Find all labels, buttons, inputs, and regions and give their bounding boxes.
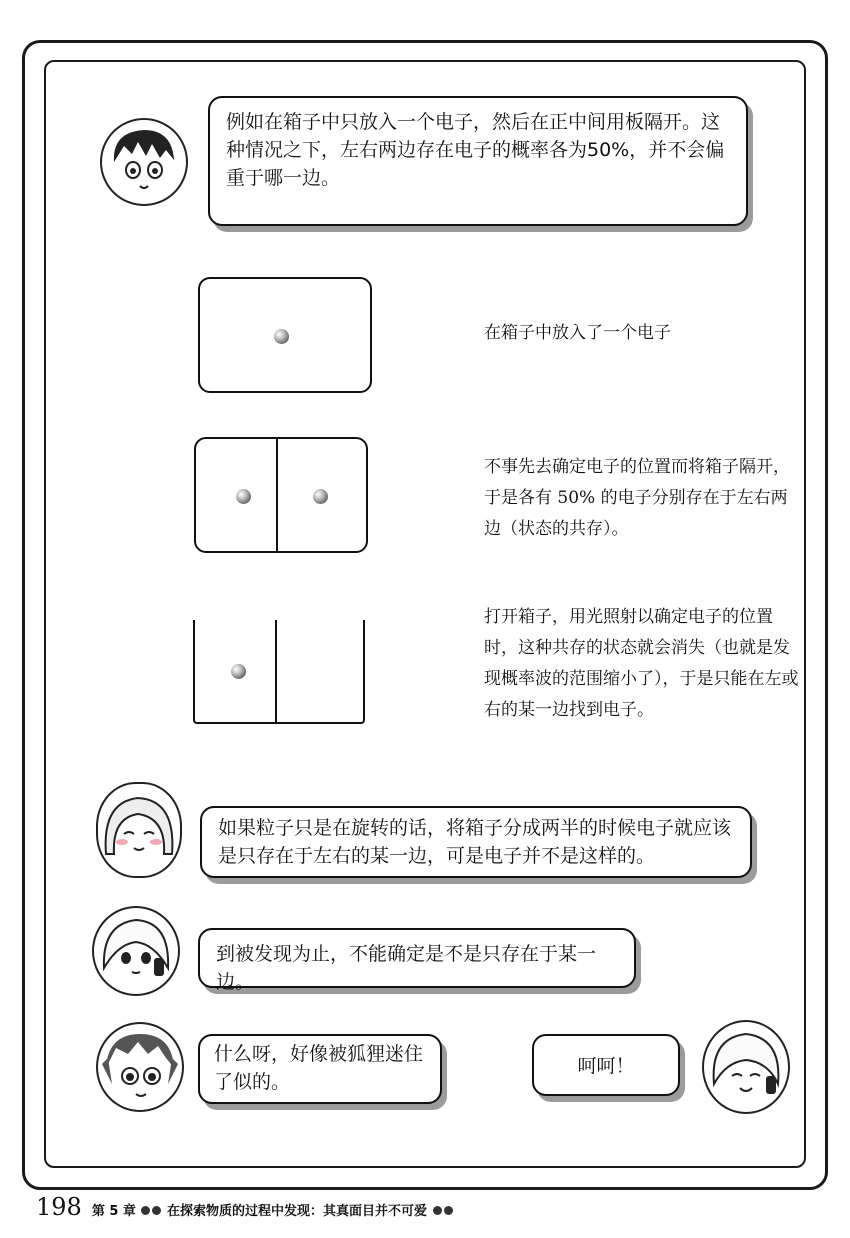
caption-one: 在箱子中放入了一个电子	[484, 323, 671, 343]
boy-avatar-icon	[100, 118, 188, 206]
electron-icon	[274, 329, 289, 344]
smiling-girl-avatar-icon	[702, 1020, 790, 1114]
box-opened-one-electron	[193, 620, 365, 724]
divider-line	[275, 620, 277, 722]
bubble-undetermined-text: 到被发现为止，不能确定是不是只存在于某一边。	[216, 943, 597, 993]
speech-bubble-spin	[200, 806, 752, 878]
chapter-label: 第 5 章 在探索物质的过程中发现：其真面目并不可爱	[92, 1200, 454, 1219]
box-divided-two-electrons	[194, 437, 368, 553]
speech-bubble-undetermined	[198, 928, 636, 993]
page-footer	[36, 1193, 454, 1223]
dot-icon	[444, 1206, 453, 1215]
girl-phone-avatar-icon	[92, 906, 180, 996]
electron-right-icon	[313, 489, 328, 504]
speech-bubble-laugh	[532, 1034, 680, 1096]
page-number: 198	[36, 1193, 82, 1221]
caption-three: 打开箱子，用光照射以确定电子的位置时，这种共存的状态就会消失（也就是发现概率波的范围缩小了），于是只能在左或右的某一边找到电子。	[484, 607, 799, 720]
bubble-fox-text: 什么呀，好像被狐狸迷住了似的。	[214, 1043, 424, 1093]
electron-left-icon	[236, 489, 251, 504]
girl-long-hair-avatar-icon	[96, 782, 182, 878]
speech-bubble-fox	[198, 1034, 442, 1104]
dot-icon	[433, 1206, 442, 1215]
bubble-spin-text: 如果粒子只是在旋转的话，将箱子分成两半的时候电子就应该是只存在于左右的某一边，可是电子并不是这样的。	[218, 817, 732, 867]
caption-two: 不事先去确定电子的位置而将箱子隔开，于是各有 50% 的电子分别存在于左右两边（状态的共存）。	[484, 457, 790, 539]
dot-icon	[141, 1206, 150, 1215]
kid-pigtails-avatar-icon	[96, 1022, 184, 1112]
bubble-intro-text: 例如在箱子中只放入一个电子，然后在正中间用板隔开。这种情况之下，左右两边存在电子的概率各为50%，并不会偏重于哪一边。	[226, 111, 725, 189]
dot-icon	[152, 1206, 161, 1215]
electron-icon	[231, 664, 246, 679]
speech-bubble-intro	[208, 96, 748, 226]
divider-line	[276, 439, 278, 551]
bubble-laugh-text: 呵呵！	[577, 1055, 635, 1077]
box-single-electron	[198, 277, 372, 393]
